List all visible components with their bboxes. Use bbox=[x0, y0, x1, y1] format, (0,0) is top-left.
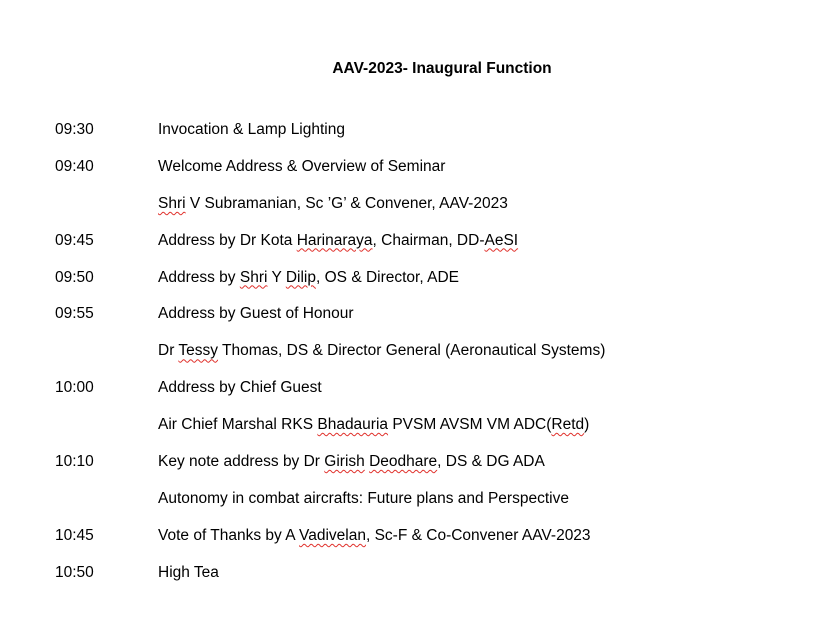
agenda-time: 09:50 bbox=[55, 268, 94, 286]
spellcheck-flagged-word: Tessy bbox=[178, 342, 219, 360]
agenda-row bbox=[55, 268, 795, 305]
agenda-text bbox=[158, 194, 795, 214]
agenda-text-segment: Invocation & Lamp Lighting bbox=[158, 121, 345, 138]
agenda-text-segment: Autonomy in combat aircrafts: Future plans and Perspective bbox=[158, 489, 569, 507]
agenda-row bbox=[55, 452, 795, 489]
agenda-text-segment: , OS & Director, ADE bbox=[316, 268, 459, 286]
agenda-text-segment: , Chairman, DD- bbox=[372, 231, 485, 249]
agenda-text-segment: Key note address by Dr bbox=[158, 453, 325, 471]
spellcheck-flagged-word: Shri bbox=[239, 268, 268, 286]
agenda-text-segment: Vote of Thanks by A bbox=[158, 526, 300, 544]
spellcheck-flagged-word: Retd bbox=[551, 416, 585, 434]
agenda-time: 09:55 bbox=[55, 305, 94, 323]
agenda-text-segment: Address by Guest of Honour bbox=[158, 305, 354, 323]
agenda-text-segment: ) bbox=[584, 416, 590, 434]
agenda-text-segment: Thomas, DS & Director General (Aeronautical Systems) bbox=[218, 342, 606, 360]
agenda-row bbox=[55, 341, 795, 378]
agenda-time: 10:10 bbox=[55, 453, 94, 471]
agenda-row bbox=[55, 378, 795, 415]
agenda-text bbox=[158, 304, 795, 324]
agenda-row bbox=[55, 489, 795, 526]
page-title: AAV-2023- Inaugural Function bbox=[332, 60, 552, 77]
spellcheck-flagged-word: Girish bbox=[324, 453, 365, 471]
agenda-text bbox=[158, 378, 795, 398]
agenda-row bbox=[55, 157, 795, 194]
agenda-text-segment: Address by Chief Guest bbox=[158, 379, 322, 397]
agenda-row bbox=[55, 563, 795, 600]
agenda-text-segment: Welcome Address & Overview of Seminar bbox=[158, 157, 446, 175]
agenda-row bbox=[55, 231, 795, 268]
agenda-text-segment: , Sc-F & Co-Convener AAV-2023 bbox=[365, 526, 591, 544]
agenda-text bbox=[158, 268, 795, 288]
agenda-text-segment: Air Chief Marshal RKS bbox=[158, 416, 318, 434]
spellcheck-flagged-word: Dilip bbox=[285, 268, 316, 286]
agenda-text-segment: Address by Dr Kota bbox=[158, 231, 297, 249]
agenda-row bbox=[55, 526, 795, 563]
agenda-text bbox=[158, 341, 795, 361]
spellcheck-flagged-word: Shri bbox=[158, 194, 186, 212]
agenda-text bbox=[158, 415, 795, 435]
agenda-text bbox=[158, 231, 795, 251]
agenda-text bbox=[158, 157, 795, 177]
agenda-text bbox=[158, 452, 795, 472]
agenda-time: 10:45 bbox=[55, 526, 94, 544]
agenda-text-segment: Y bbox=[267, 268, 286, 286]
spellcheck-flagged-word: Harinaraya bbox=[296, 231, 373, 249]
agenda-time: 09:40 bbox=[55, 157, 94, 175]
agenda-text bbox=[158, 120, 795, 140]
agenda-text-segment: Address by bbox=[158, 268, 240, 286]
agenda-time: 10:50 bbox=[55, 563, 94, 581]
agenda-time: 09:30 bbox=[55, 121, 94, 138]
agenda-text bbox=[158, 526, 795, 546]
agenda-row bbox=[55, 194, 795, 231]
spellcheck-flagged-word: AeSI bbox=[484, 231, 519, 249]
agenda-text bbox=[158, 563, 795, 583]
spellcheck-flagged-word: Bhadauria bbox=[317, 416, 389, 434]
agenda-text-segment: V Subramanian, Sc ’G’ & Convener, AAV-2023 bbox=[185, 194, 508, 212]
agenda-time: 10:00 bbox=[55, 379, 94, 397]
agenda-row bbox=[55, 120, 795, 157]
agenda-text bbox=[158, 489, 795, 509]
agenda-text-segment: Dr bbox=[158, 342, 179, 360]
agenda-text-segment: , DS & DG ADA bbox=[437, 453, 545, 471]
spellcheck-flagged-word: Deodhare bbox=[369, 453, 438, 471]
agenda-row bbox=[55, 304, 795, 341]
agenda-time: 09:45 bbox=[55, 231, 94, 249]
spellcheck-flagged-word: Vadivelan bbox=[299, 526, 366, 544]
agenda-text-segment: PVSM AVSM VM ADC( bbox=[388, 416, 552, 434]
agenda-list bbox=[55, 120, 795, 600]
agenda-text-segment: High Tea bbox=[158, 563, 219, 581]
agenda-row bbox=[55, 415, 795, 452]
